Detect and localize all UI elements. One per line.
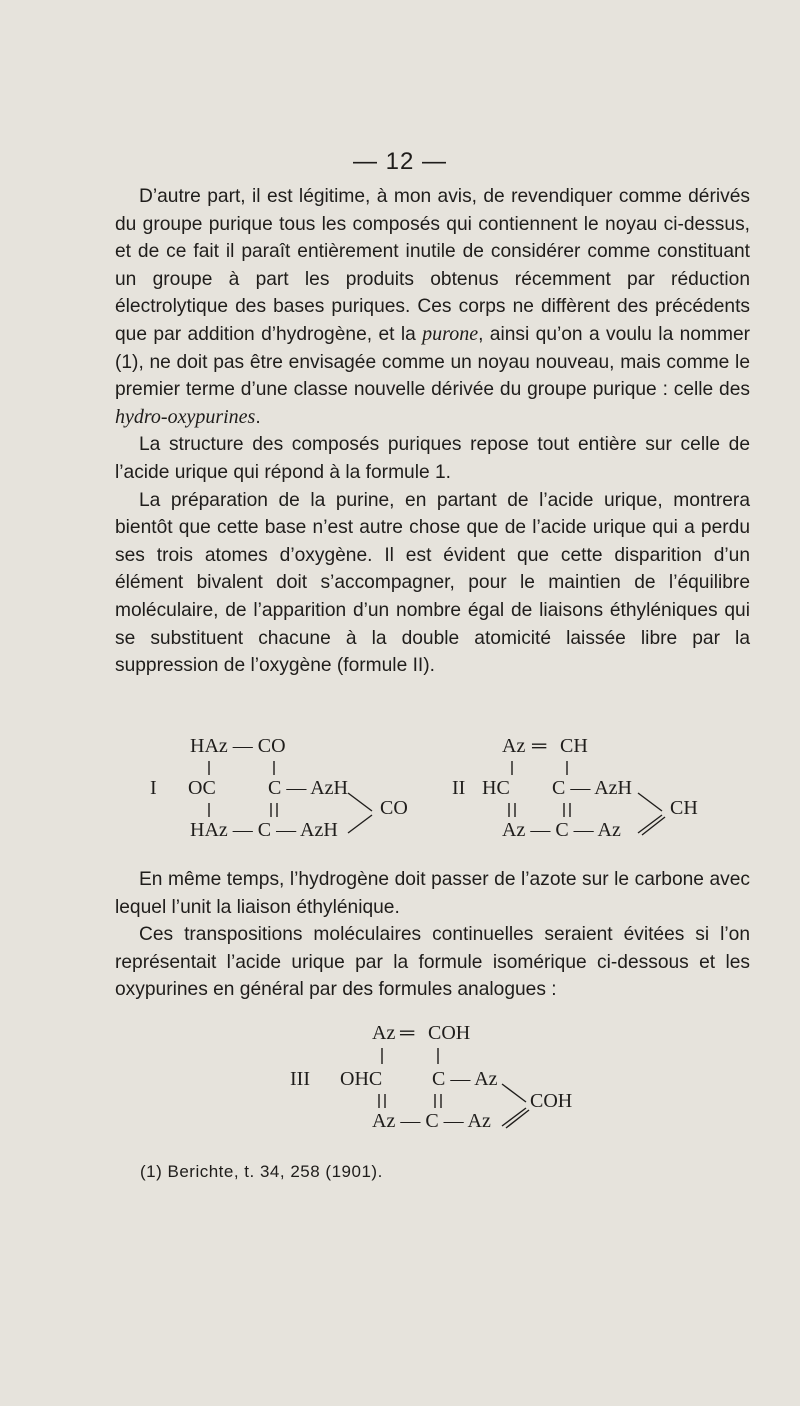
formula-group: COH (530, 1090, 573, 1112)
term-hydro-oxypurines: hydro-oxypurines (115, 405, 256, 428)
formula-left-mid: HC (482, 777, 510, 799)
formula-bottom: Az — C — Az (502, 819, 621, 841)
footnote: (1) Berichte, t. 34, 258 (1901). (140, 1162, 383, 1181)
formula-left-mid: OHC (340, 1068, 383, 1090)
formula-top-right: COH (428, 1022, 471, 1044)
paragraph-1-text-a: D’autre part, il est légitime, à mon avis, de revendiquer comme dérivés du groupe purique tous les composés qui contiennent le noyau ci-dessus, et de ce fait il paraît entièrement inutile de considérer comme constituant un groupe à part les produits obtenus récemment par réduction électrolytique des bases puriques. Ces corps ne diffèrent des précédents que par addition d’hydrogène, et la (115, 186, 750, 345)
formula-top-bond: ═ (532, 735, 547, 757)
formula-top-left: Az (502, 735, 526, 757)
formula-label: II (452, 777, 466, 799)
paragraph-2 (115, 431, 750, 486)
formula-top-bond: ═ (400, 1022, 415, 1044)
formula-right-mid: C — AzH (552, 777, 632, 799)
formula-bonds (290, 1022, 590, 1132)
formula-label: III (290, 1068, 310, 1090)
paragraph-4-text: En même temps, l’hydrogène doit passer de l’azote sur le carbone avec lequel l’unit la liaison éthylénique. (115, 869, 750, 918)
formula-bottom: Az — C — Az (372, 1110, 491, 1132)
term-purone: purone (422, 322, 479, 345)
paragraph-3-text: La préparation de la purine, en partant de l’acide urique, montrera bientôt que cette base n’est autre chose que de l’acide urique qui a perdu ses trois atomes d’oxygène. Il est évident que cette disparition d’un élément bivalent doit s’accompagner, pour le maintien de l’équilibre moléculaire, de l’apparition d’un nombre égal de liaisons éthyléniques qui se substituent chacune à la double atomicité laissée libre par la suppression de l’oxygène (formule II). (115, 489, 750, 677)
paragraph-1 (115, 183, 750, 431)
paragraph-5-text: Ces transpositions moléculaires continuelles seraient évitées si l’on représentait l’acide urique par la formule isomérique ci-dessous et les oxypurines en général par des formules analogues : (115, 924, 750, 1001)
formula-bonds (452, 735, 722, 845)
formula-uric-acid (150, 735, 420, 845)
formula-left-mid: OC (188, 777, 216, 799)
paragraph-5 (115, 921, 750, 1004)
page-number: — 12 — (352, 148, 448, 175)
formula-bottom: HAz — C — AzH (190, 819, 338, 841)
formula-top-left: Az (372, 1022, 396, 1044)
paragraph-3 (115, 487, 750, 680)
formula-right-mid: C — AzH (268, 777, 348, 799)
paragraph-4 (115, 866, 750, 921)
formula-purine (452, 735, 722, 845)
formula-isomeric-uric-acid (290, 1022, 590, 1132)
paragraph-2-text: La structure des composés puriques repose tout entière sur celle de l’acide urique qui répond à la formule 1. (115, 434, 750, 483)
paragraph-1-text-b: , ainsi qu’on a voulu la nommer (1), ne doit pas être envisagée comme un noyau nouveau, mais comme le premier terme d’une classe nouvelle dérivée du groupe purique : celle des (115, 323, 751, 401)
paragraph-1-text-c: . (255, 406, 261, 428)
formula-top: HAz — CO (190, 735, 286, 757)
formula-label: I (150, 777, 157, 799)
formula-top-right: CH (560, 735, 588, 757)
text-block-lower (115, 866, 750, 1004)
formula-right-mid: C — Az (432, 1068, 498, 1090)
text-block-upper (115, 183, 750, 680)
formula-bonds (150, 735, 420, 845)
formula-group: CO (380, 797, 408, 819)
formula-group: CH (670, 797, 698, 819)
